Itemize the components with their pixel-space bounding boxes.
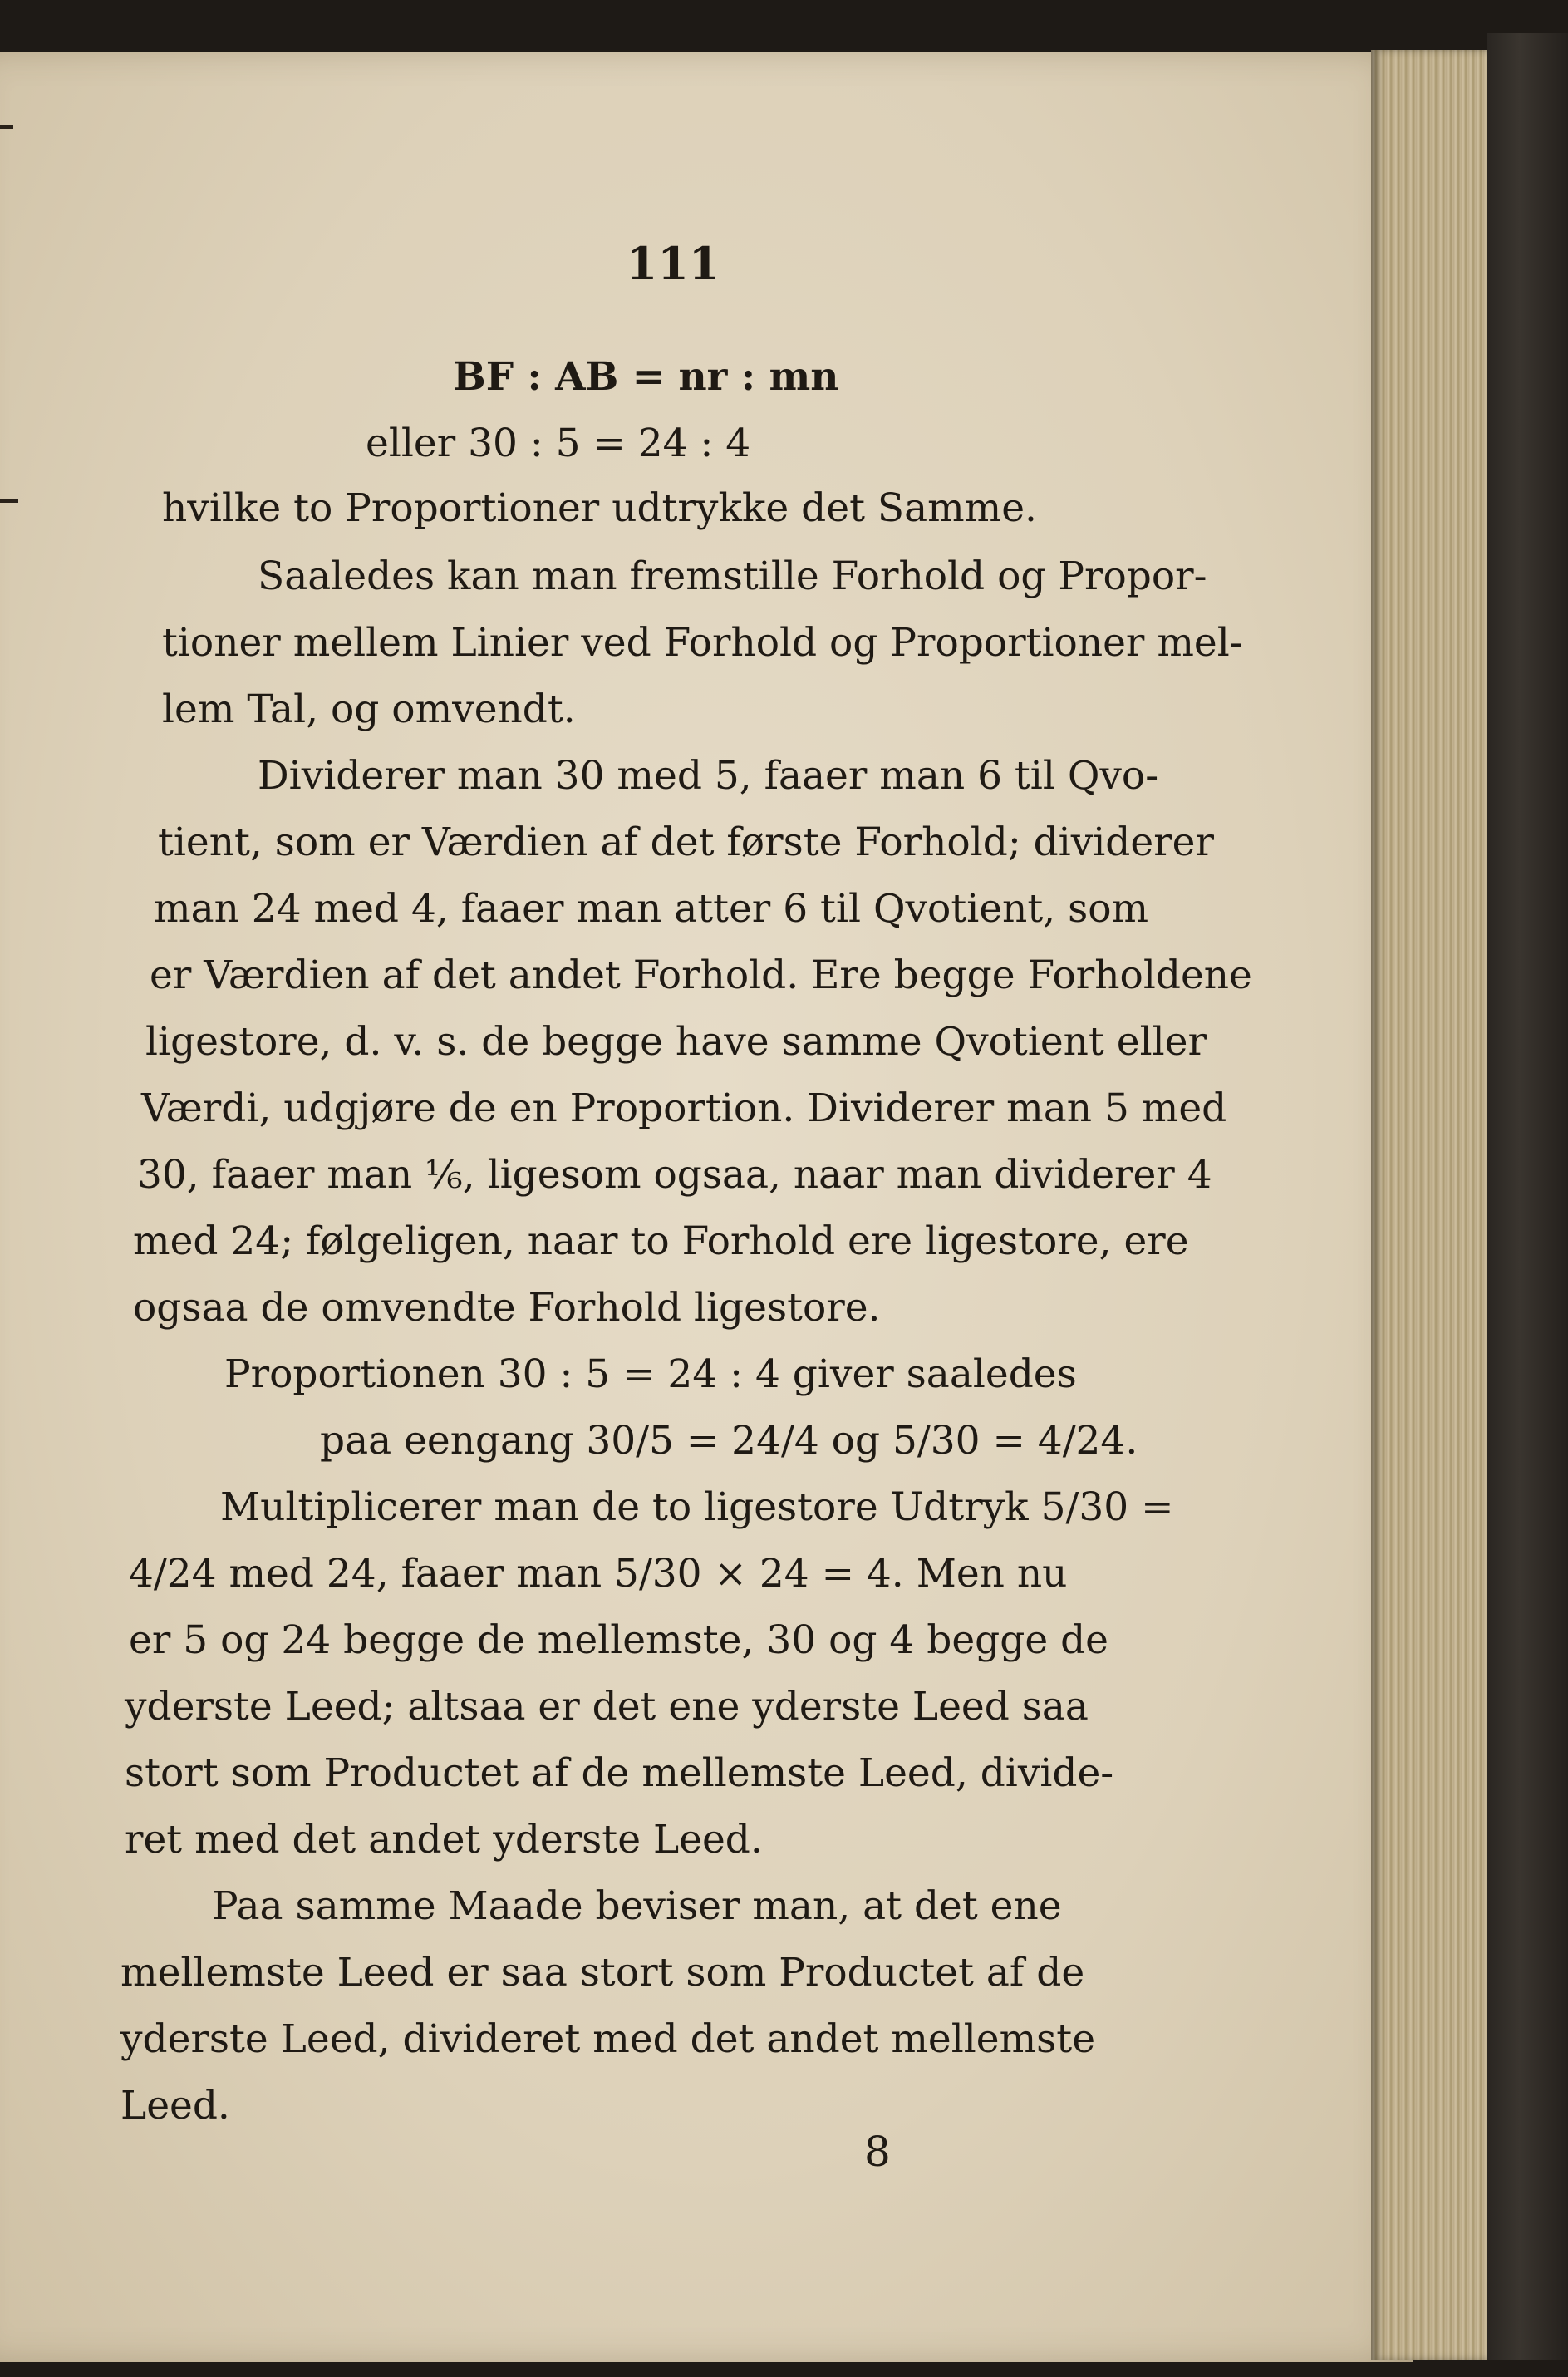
text-line: Saaledes kan man fremstille Forhold og Propor- — [258, 554, 1207, 599]
page-number: 111 — [626, 237, 720, 290]
text-line: ret med det andet yderste Leed. — [125, 1817, 763, 1863]
text-line: Multiplicerer man de to ligestore Udtryk 5/30 = — [220, 1484, 1174, 1530]
text-line: Proportionen 30 : 5 = 24 : 4 giver saaledes — [224, 1351, 1077, 1397]
text-line: ogsaa de omvendte Forhold ligestore. — [133, 1285, 881, 1331]
text-line: paa eengang 30/5 = 24/4 og 5/30 = 4/24. — [320, 1418, 1138, 1464]
text-line: Paa samme Maade beviser man, at det ene — [212, 1883, 1062, 1929]
text-line: BF : AB = nr : mn — [453, 354, 839, 400]
text-line: stort som Productet af de mellemste Leed, divide- — [125, 1750, 1114, 1796]
margin-mark — [0, 125, 13, 129]
text-line: Dividerer man 30 med 5, faaer man 6 til Qvo- — [258, 753, 1159, 799]
text-line: 4/24 med 24, faaer man 5/30 × 24 = 4. Men nu — [129, 1551, 1068, 1597]
text-line: 30, faaer man ⅙, ligesom ogsaa, naar man dividerer 4 — [137, 1152, 1212, 1198]
margin-mark — [0, 499, 18, 503]
page-edges — [1371, 50, 1487, 2360]
text-line: ligestore, d. v. s. de begge have samme Qvotient eller — [145, 1019, 1207, 1065]
text-line: Leed. — [120, 2083, 230, 2128]
text-line: tient, som er Værdien af det første Forhold; dividerer — [158, 819, 1214, 865]
text-line: man 24 med 4, faaer man atter 6 til Qvotient, som — [154, 886, 1149, 932]
text-line: er 5 og 24 begge de mellemste, 30 og 4 begge de — [129, 1617, 1108, 1663]
text-line: yderste Leed, divideret med det andet mellemste — [120, 2016, 1096, 2062]
text-line: mellemste Leed er saa stort som Productet af de — [120, 1950, 1085, 1996]
text-line: yderste Leed; altsaa er det ene yderste Leed saa — [125, 1684, 1089, 1730]
text-line: tioner mellem Linier ved Forhold og Proportioner mel- — [162, 620, 1243, 666]
text-line: er Værdien af det andet Forhold. Ere begge Forholdene — [150, 952, 1252, 998]
text-line: eller 30 : 5 = 24 : 4 — [366, 421, 751, 466]
text-line: lem Tal, og omvendt. — [162, 687, 576, 732]
text-line: Værdi, udgjøre de en Proportion. Dividerer man 5 med — [141, 1085, 1227, 1131]
signature-mark: 8 — [864, 2128, 891, 2176]
book-cover — [1487, 33, 1568, 2360]
text-line: med 24; følgeligen, naar to Forhold ere ligestore, ere — [133, 1218, 1189, 1264]
text-line: hvilke to Proportioner udtrykke det Samme. — [162, 485, 1038, 531]
